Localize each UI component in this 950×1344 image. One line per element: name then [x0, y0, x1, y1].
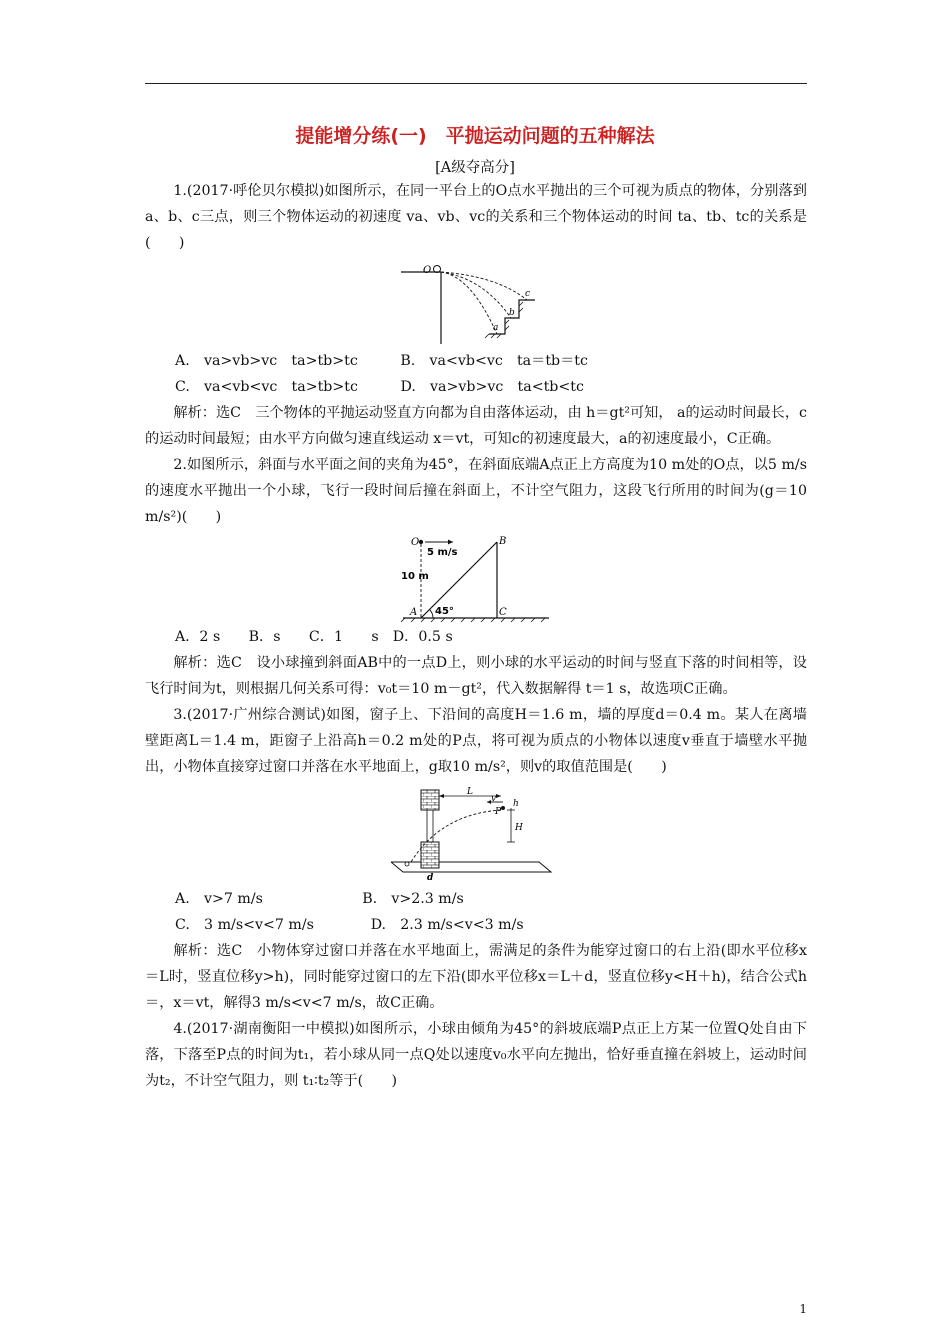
q1-label-b: b — [509, 308, 515, 318]
q1-figure — [401, 260, 551, 346]
q2-height-label: 10 m — [401, 571, 429, 582]
q3-label-P: P — [495, 807, 502, 817]
q3-figure — [391, 784, 561, 884]
q3-stem: 3.(2017·广州综合测试)如图，窗子上、下沿间的高度H＝1.6 m，墙的厚度d＝0.4 m。某人在离墙壁距离L＝1.4 m，距窗子上沿高h＝0.2 m处的P点，将可视为质点的小物体以速度v垂直于墙壁水平抛出，小物体直接穿过窗口并落在水平地面上，g取10 m/s²，则v的取值范围是( ) — [145, 707, 807, 775]
page-number: 1 — [799, 1302, 807, 1316]
q3-label-H: H — [515, 823, 523, 833]
q4-stem: 4.(2017·湖南衡阳一中模拟)如图所示，小球由倾角为45°的斜坡底端P点正上方某一位置Q处自由下落，下落至P点的时间为t₁，若小球从同一点Q处以速度v₀水平向左抛出，恰好垂直撞在斜坡上，运动时间为t₂，不计空气阻力，则 t₁∶t₂等于( ) — [145, 1021, 807, 1089]
q2-label-c: C — [499, 607, 507, 618]
q2-analysis: 解析：选C 设小球撞到斜面AB中的一点D上，则小球的水平运动的时间与竖直下落的时间相等，设飞行时间为t，则根据几何关系可得：v₀t＝10 m－gt²，代入数据解得 t＝1 s，故选项C正确。 — [145, 655, 807, 697]
q1-options-line2: C. va<vb<vc ta>tb>tc D. va>vb>vc ta<tb<tc — [175, 379, 584, 395]
document-body — [145, 178, 807, 1094]
q3-analysis: 解析：选C 小物体穿过窗口并落在水平地面上，需满足的条件为能穿过窗口的右上沿(即水平位移x＝L时，竖直位移y>h)，同时能穿过窗口的左下沿(即水平位移x＝L＋d，竖直位移y<H＋h)，结合公式h＝，x＝vt，解得3 m/s<v<7 m/s，故C正确。 — [145, 943, 807, 1011]
q3-label-h: h — [513, 799, 519, 809]
q2-figure — [401, 534, 551, 624]
q3-label-d: d — [427, 873, 434, 883]
q2-speed-label: 5 m/s — [427, 547, 458, 558]
q2-options: A．2 s B．s C．1 s D．0.5 s — [175, 629, 453, 645]
q3-label-v: v — [491, 794, 497, 804]
section-subtitle: [A级夺高分] — [435, 160, 515, 176]
q1-stem: 1.(2017·呼伦贝尔模拟)如图所示，在同一平台上的O点水平抛出的三个可视为质点的物体，分别落到a、b、c三点，则三个物体运动的初速度 va、vb、vc的关系和三个物体运动的时间 ta、tb、tc的关系是( ) — [145, 183, 807, 251]
q2-label-b: B — [499, 536, 507, 547]
q3-options-line1: A. v>7 m/s B. v>2.3 m/s — [175, 891, 464, 907]
page-title: 提能增分练(一) 平抛运动问题的五种解法 — [295, 125, 655, 147]
q1-label-o: O — [423, 265, 432, 276]
q3-options-line2: C. 3 m/s<v<7 m/s D. 2.3 m/s<v<3 m/s — [175, 917, 524, 933]
q1-analysis: 解析：选C 三个物体的平抛运动竖直方向都为自由落体运动，由 h＝gt²可知， a的运动时间最长，c的运动时间最短；由水平方向做匀速直线运动 x＝vt，可知c的初速度最大，a的初速度最小，C正确。 — [145, 405, 807, 447]
q2-label-a: A — [410, 607, 418, 618]
q3-label-L: L — [467, 787, 473, 797]
q1-label-a: a — [493, 323, 499, 333]
q1-label-c: c — [525, 289, 531, 299]
header-rule — [145, 83, 807, 84]
q2-label-o: O — [411, 537, 420, 548]
q1-options-line1: A. va>vb>vc ta>tb>tc B. va<vb<vc ta＝tb＝tc — [175, 353, 588, 369]
q2-angle-label: 45° — [435, 606, 454, 617]
q2-stem: 2.如图所示，斜面与水平面之间的夹角为45°，在斜面底端A点正上方高度为10 m处的O点，以5 m/s 的速度水平抛出一个小球，飞行一段时间后撞在斜面上，不计空气阻力，这段飞行所用的时间为(g＝10 m/s²)( ) — [145, 457, 807, 525]
